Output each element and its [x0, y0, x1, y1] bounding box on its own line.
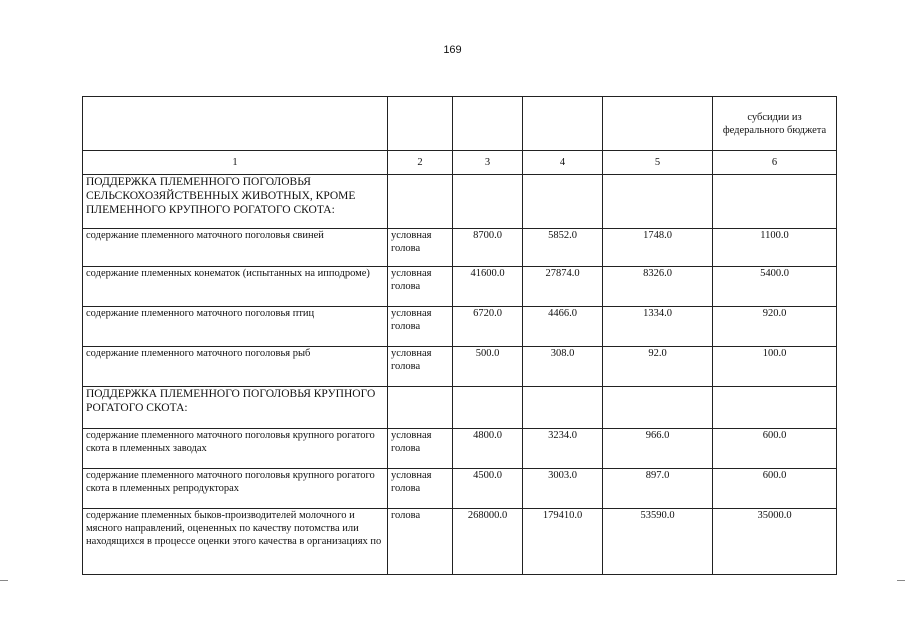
table-row: [83, 267, 837, 307]
row-value-4: 308.0: [523, 347, 603, 387]
row-value-6: 100.0: [713, 347, 837, 387]
row-value-3: 6720.0: [453, 307, 523, 347]
row-value-5: 966.0: [603, 429, 713, 469]
header-cell-3: [453, 97, 523, 151]
row-description: содержание племенного маточного поголовья крупного рогатого скота в племенных заводах: [83, 429, 388, 469]
column-number: 2: [388, 151, 453, 175]
row-unit: условная голова: [388, 347, 453, 387]
row-value-5: 1748.0: [603, 229, 713, 267]
table-row: [83, 307, 837, 347]
row-value-3: 268000.0: [453, 509, 523, 575]
header-cell-subsidy: субсидии из федерального бюджета: [713, 97, 837, 151]
row-value-6: 920.0: [713, 307, 837, 347]
row-value-3: 41600.0: [453, 267, 523, 307]
column-number: 1: [83, 151, 388, 175]
subsidy-table: [82, 96, 837, 575]
row-description: содержание племенного маточного поголовья птиц: [83, 307, 388, 347]
header-cell-2: [388, 97, 453, 151]
row-unit: голова: [388, 509, 453, 575]
row-description: содержание племенных конематок (испытанных на ипподроме): [83, 267, 388, 307]
row-unit: условная голова: [388, 469, 453, 509]
row-value-3: 500.0: [453, 347, 523, 387]
scan-edge-mark-right: [897, 580, 905, 581]
row-description: содержание племенных быков-производителей молочного и мясного направлений, оцененных по качеству потомства или находящихся в процессе оценки этого качества в организациях по: [83, 509, 388, 575]
row-description: содержание племенного маточного поголовья рыб: [83, 347, 388, 387]
row-value-3: 4800.0: [453, 429, 523, 469]
column-number: 6: [713, 151, 837, 175]
column-number: 4: [523, 151, 603, 175]
table-row: [83, 347, 837, 387]
table-row: [83, 429, 837, 469]
row-value-6: 600.0: [713, 469, 837, 509]
page-number: 169: [443, 44, 462, 56]
row-value-3: 4500.0: [453, 469, 523, 509]
header-cell-5: [603, 97, 713, 151]
row-value-6: 35000.0: [713, 509, 837, 575]
row-unit: условная голова: [388, 229, 453, 267]
row-value-5: 897.0: [603, 469, 713, 509]
row-value-5: 53590.0: [603, 509, 713, 575]
row-description: содержание племенного маточного поголовья свиней: [83, 229, 388, 267]
row-description: содержание племенного маточного поголовья крупного рогатого скота в племенных репродукторах: [83, 469, 388, 509]
table-header-row: [83, 97, 837, 151]
row-value-6: 1100.0: [713, 229, 837, 267]
row-value-5: 92.0: [603, 347, 713, 387]
header-cell-1: [83, 97, 388, 151]
row-value-4: 4466.0: [523, 307, 603, 347]
column-number: 3: [453, 151, 523, 175]
scan-edge-mark-left: [0, 580, 8, 581]
header-cell-4: [523, 97, 603, 151]
row-unit: условная голова: [388, 267, 453, 307]
row-value-4: 179410.0: [523, 509, 603, 575]
section-row: [83, 387, 837, 429]
row-value-3: 8700.0: [453, 229, 523, 267]
column-number: 5: [603, 151, 713, 175]
section-title: ПОДДЕРЖКА ПЛЕМЕННОГО ПОГОЛОВЬЯ КРУПНОГО РОГАТОГО СКОТА:: [83, 387, 388, 429]
row-value-6: 5400.0: [713, 267, 837, 307]
row-value-4: 27874.0: [523, 267, 603, 307]
row-value-5: 8326.0: [603, 267, 713, 307]
row-unit: условная голова: [388, 429, 453, 469]
table-row: [83, 229, 837, 267]
row-unit: условная голова: [388, 307, 453, 347]
row-value-4: 3003.0: [523, 469, 603, 509]
section-row: [83, 175, 837, 229]
row-value-4: 5852.0: [523, 229, 603, 267]
section-title: ПОДДЕРЖКА ПЛЕМЕННОГО ПОГОЛОВЬЯ СЕЛЬСКОХОЗЯЙСТВЕННЫХ ЖИВОТНЫХ, КРОМЕ ПЛЕМЕННОГО КРУПНОГО РОГАТОГО СКОТА:: [83, 175, 388, 229]
row-value-5: 1334.0: [603, 307, 713, 347]
table-row: [83, 509, 837, 575]
column-number-row: [83, 151, 837, 175]
row-value-6: 600.0: [713, 429, 837, 469]
table-row: [83, 469, 837, 509]
row-value-4: 3234.0: [523, 429, 603, 469]
